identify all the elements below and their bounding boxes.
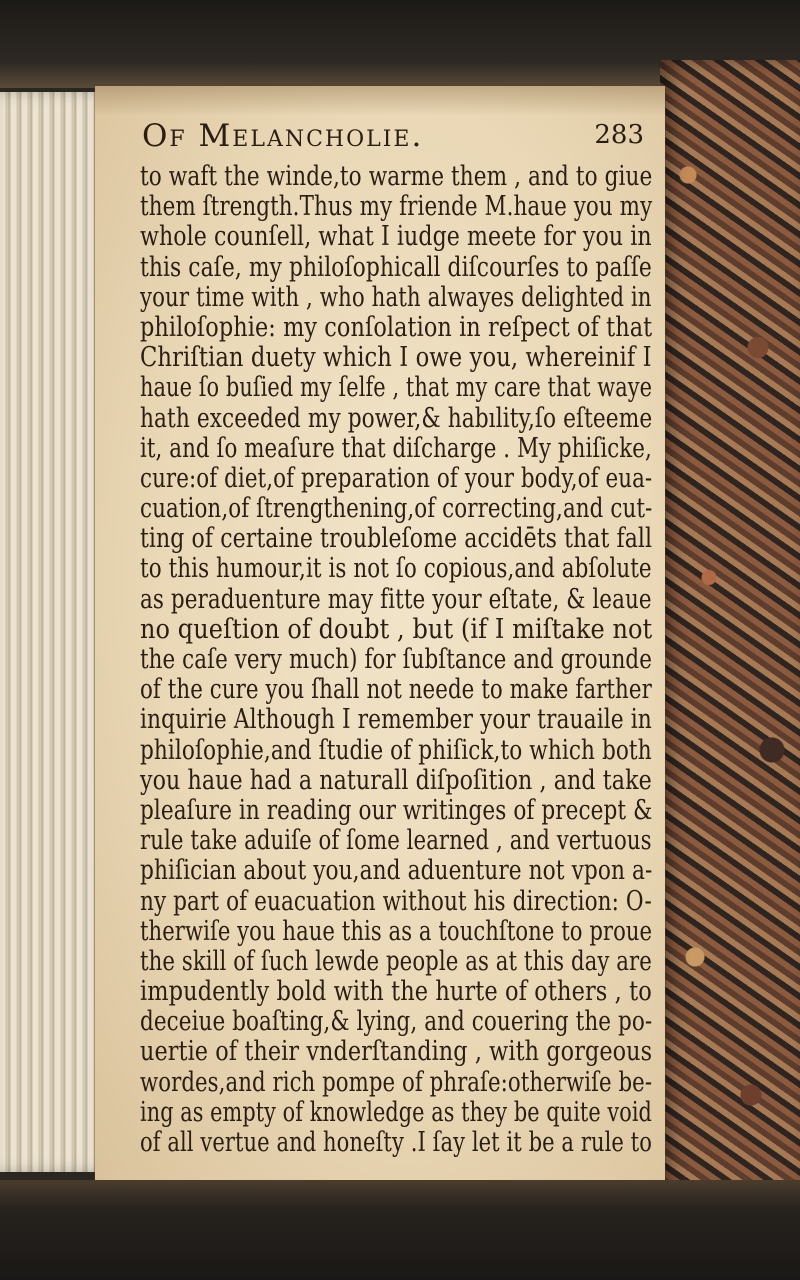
text-line: ing as empty of knowledge as they be quite void [140,1096,652,1128]
text-line: it, and ſo meaſure that diſcharge . My phiſicke, [140,432,652,464]
bottom-shadow [0,1180,800,1280]
text-line: your time with , who hath alwayes delighted in [140,281,652,313]
text-line: the skill of ſuch lewde people as at this day are [140,945,652,977]
page-text [140,118,660,1158]
text-line: haue ſo buſied my ſelfe , that my care that waye [140,372,653,404]
text-line: as peraduenture may fitte your eſtate, & leaue [140,583,652,615]
text-line: hath exceeded my power,& habılity,ſo eſteeme [140,402,653,434]
text-line: therwiſe you haue this as a touchſtone to proue [140,915,653,947]
text-line: them ſtrength.Thus my friende M.haue you my [140,191,653,223]
text-line: deceiue boaſting,& lying, and couering the po- [140,1006,653,1038]
text-line: Chriſtian duety which I owe you, whereinif I [140,342,652,374]
text-line: rule take aduiſe of ſome learned , and vertuous [140,825,652,857]
text-line: the caſe very much) for ſubſtance and grounde [140,644,652,675]
body-text [140,162,660,1158]
running-head-title: Of Melancholie. [142,118,424,154]
text-line: philoſophie: my conſolation in reſpect of that [140,311,653,343]
text-line: of the cure you ſhall not neede to make farther [140,674,652,706]
text-line: cure:of diet,of preparation of your body,of eua- [140,462,653,494]
text-line: ny part of euacuation without his direction: O- [140,885,652,917]
text-line: wordes,and rich pompe of phraſe:otherwiſe be- [140,1066,653,1098]
text-line: ting of certaine troubleſome accidēts that fall [140,523,653,555]
text-line: of all vertue and honeſty .I ſay let it be a rule to [140,1127,652,1158]
text-line: phiſician about you,and aduenture not vpon a- [140,855,653,887]
running-head [140,118,660,160]
page-edges [0,92,110,1172]
text-line: no queſtion of doubt , but (if I miſtake not [140,613,653,645]
text-line: this caſe, my philoſophicall diſcourſes to paſſe [140,251,652,283]
text-line: you haue had a naturall diſpoſition , and take [140,764,652,796]
text-line: cuation,of ſtrengthening,of correcting,and cut- [140,493,653,525]
text-line: whole counſell, what I iudge meete for you in [140,221,652,253]
text-line: to this humour,it is not ſo copious,and abſolute [140,553,652,585]
text-line: impudently bold with the hurte of others , to [140,976,652,1008]
marbled-board [660,60,800,1210]
page-number: 283 [594,120,644,150]
text-line: pleaſure in reading our writinges of precept & [140,794,653,826]
text-line: inquirie Although I remember your trauaile in [140,704,652,736]
text-line: uertie of their vnderſtanding , with gorgeous [140,1036,653,1068]
text-line: philoſophie,and ſtudie of phiſick,to which both [140,734,652,766]
text-line: to waft the winde,to warme them , and to giue [140,161,653,192]
